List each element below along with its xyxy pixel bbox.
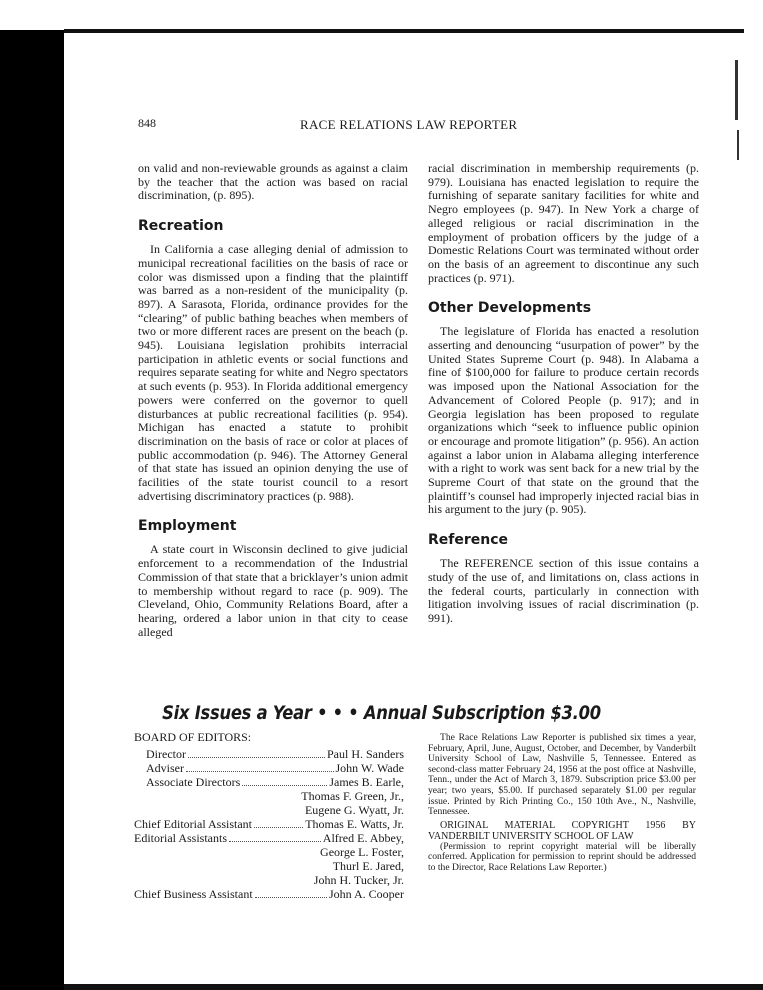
board-role: Editorial Assistants: [134, 831, 227, 845]
board-role: Director: [146, 747, 186, 761]
top-page-edge: [64, 29, 744, 33]
board-name: John A. Cooper: [329, 887, 404, 901]
board-name: George L. Foster,: [320, 845, 404, 859]
copyright-notice: ORIGINAL MATERIAL COPYRIGHT 1956 BY VANDERBILT UNIVERSITY SCHOOL OF LAW: [428, 819, 696, 842]
board-role: Chief Business Assistant: [134, 887, 253, 901]
dot-leader: [254, 827, 303, 828]
board-heading: BOARD OF EDITORS:: [134, 730, 252, 744]
running-head: RACE RELATIONS LAW REPORTER: [300, 117, 518, 132]
board-role: Adviser: [146, 761, 184, 775]
publication-note: The Race Relations Law Reporter is published six times a year, February, April, June, August, October, and December, by Vanderbilt University School of Law, Nashville 5, Tennessee. Entered as second-class matter February 24, 1956 at the post office at Nashville, Tenn., under the Act of March 3, 1879. Subscription price $3.00 per year; two years, $5.00. If purchased separately $1.00 per regular issue. Printed by Rich Printing Co., 150 10th Ave., N., Nashville, Tennessee.: [428, 732, 696, 818]
scan-binding-edge: [0, 30, 64, 990]
paragraph: on valid and non-reviewable grounds as against a claim by the teacher that the action was based on racial discrimination, (p. 895).: [138, 161, 408, 203]
board-name: Alfred E. Abbey,: [322, 831, 404, 845]
board-name: Thomas F. Green, Jr.,: [301, 789, 404, 803]
board-row: [134, 831, 404, 845]
paragraph: In California a case alleging denial of admission to municipal recreational facilities on the basis of race or color was dismissed upon a finding that the plaintiff was barred as a non-resident of the municipality (p. 897). A Sarasota, Florida, ordinance provides for the “clearing” of public bathing beaches when members of two or more different races are present on the beach (p. 945). Louisiana legislation prohibits interracial participation in athletic events or social functions and requires separate seating for white and Negro spectators at such events (p. 953). In Florida additional emergency powers were conferred on the governor to quell disturbances at public recreational facilities (p. 954). Michigan has enacted a statute to prohibit discrimination on the basis of race or color at places of public accommodation (p. 946). The Attorney General of that state has issued an opinion denying the use of facilities of the state tourist council to a resort advertising discriminatory practices (p. 988).: [138, 242, 408, 503]
board-name: James B. Earle,: [329, 775, 404, 789]
section-heading-reference: Reference: [428, 532, 509, 549]
subscription-banner: Six Issues a Year • • • Annual Subscription $3.00: [162, 702, 601, 724]
bottom-page-edge: [64, 984, 763, 990]
right-column: [428, 162, 699, 626]
scan-mark: [737, 130, 739, 160]
dot-leader: [186, 771, 334, 772]
left-column: [138, 162, 408, 639]
board-row: [134, 761, 404, 775]
scan-mark: [735, 60, 738, 120]
board-row: [134, 887, 404, 901]
publication-info: [428, 733, 696, 874]
section-heading-other-developments: Other Developments: [428, 300, 592, 317]
board-name: John W. Wade: [335, 761, 404, 775]
board-name: Thomas E. Watts, Jr.: [305, 817, 404, 831]
board-name: Thurl E. Jared,: [332, 859, 404, 873]
paragraph: A state court in Wisconsin declined to give judicial enforcement to a recommendation of the Industrial Commission of that state that a bricklayer’s union admit to membership without regard to race (p. 909). The Cleveland, Ohio, Community Relations Board, after a hearing, ordered a labor union in that city to cease alleged: [138, 542, 408, 639]
dot-leader: [242, 785, 327, 786]
section-heading-recreation: Recreation: [138, 218, 224, 235]
board-role: Associate Directors: [146, 775, 241, 789]
board-name: Eugene G. Wyatt, Jr.: [304, 803, 404, 817]
permission-note: (Permission to reprint copyright material will be liberally conferred. Application for permission to reprint should be addressed to the Director, Race Relations Law Reporter.): [428, 840, 696, 873]
board-name: John H. Tucker, Jr.: [313, 873, 404, 887]
board-row: [134, 817, 404, 831]
board-row: [134, 747, 404, 761]
paragraph: The legislature of Florida has enacted a resolution asserting and denouncing “usurpation of power” by the United States Supreme Court (p. 948). In Alabama a fine of $100,000 for failure to produce certain records was imposed upon the National Association for the Advancement of Colored People (p. 917); and in Georgia legislation has been proposed to regulate organizations which “seek to influence public opinion or encourage and promote litigation” (p. 956). An action against a labor union in Alabama alleging interference with a right to work was sent back for a new trial by the Supreme Court of that state on the ground that the plaintiff’s counsel had improperly injected racial bias in his argument to the jury (p. 905).: [428, 324, 699, 517]
section-heading-employment: Employment: [138, 518, 237, 535]
board-role: Chief Editorial Assistant: [134, 817, 252, 831]
paragraph: The REFERENCE section of this issue contains a study of the use of, and limitations on, class actions in the federal courts, particularly in connection with litigation involving issues of racial discrimination (p. 991).: [428, 556, 699, 625]
board-name: Paul H. Sanders: [327, 747, 404, 761]
dot-leader: [188, 757, 325, 758]
page-number: 848: [138, 116, 156, 130]
board-of-editors: [134, 730, 404, 901]
dot-leader: [229, 841, 321, 842]
paragraph: racial discrimination in membership requirements (p. 979). Louisiana has enacted legislation to require the furnishing of separate sanitary facilities for white and Negro employees (p. 947). In New York a charge of alleged religious or racial discrimination in the employment of probation officers by the judge of a Domestic Relations Court was terminated without order on the basis of an agreement to discontinue any such practices (p. 971).: [428, 161, 699, 285]
dot-leader: [255, 897, 327, 898]
board-row: [134, 775, 404, 789]
